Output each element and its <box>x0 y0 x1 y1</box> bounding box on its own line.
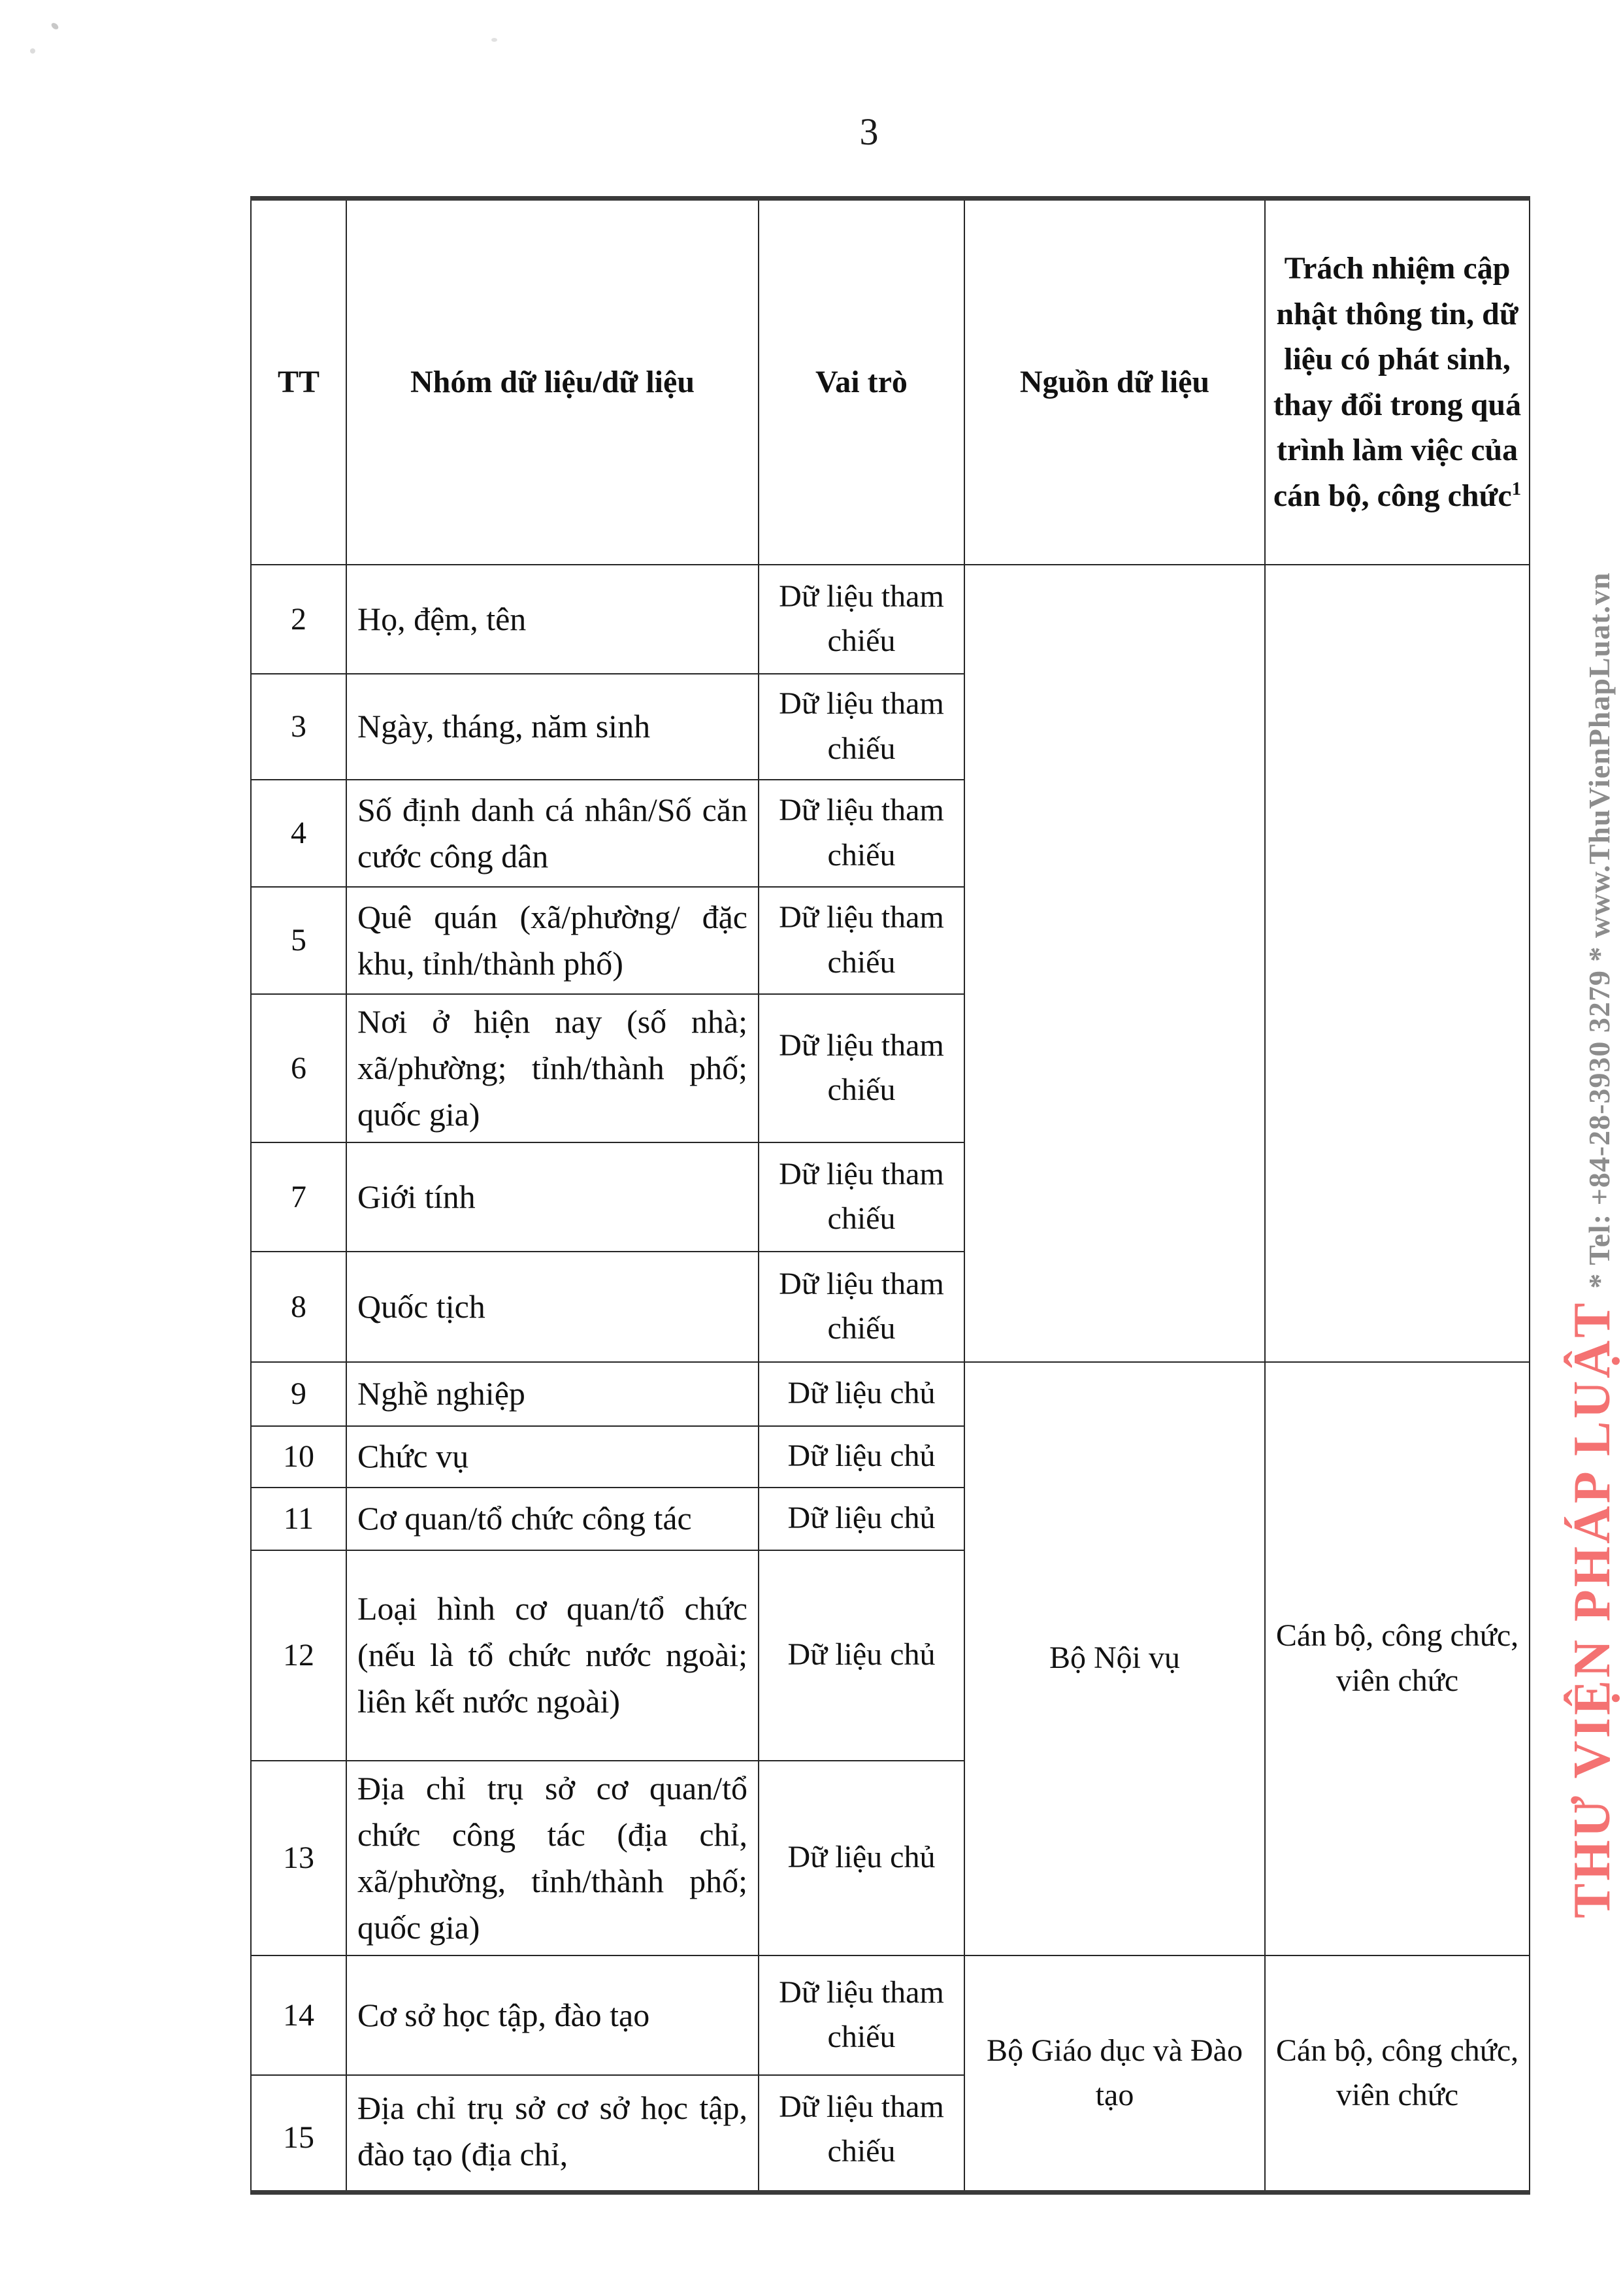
row-number: 7 <box>251 1142 346 1252</box>
table-row <box>251 1955 1530 2075</box>
table-row <box>251 565 1530 674</box>
responsible-cell-group3: Cán bộ, công chức, viên chức <box>1265 1955 1530 2193</box>
row-number: 2 <box>251 565 346 674</box>
row-number: 15 <box>251 2075 346 2193</box>
source-cell-group2: Bộ Nội vụ <box>964 1362 1265 1955</box>
role-cell: Dữ liệu chủ <box>759 1426 964 1488</box>
role-cell: Dữ liệu tham chiếu <box>759 1252 964 1362</box>
table-header-row <box>251 199 1530 565</box>
row-number: 14 <box>251 1955 346 2075</box>
data-group-cell: Quốc tịch <box>346 1252 759 1362</box>
data-group-cell: Cơ sở học tập, đào tạo <box>346 1955 759 2075</box>
role-cell: Dữ liệu tham chiếu <box>759 2075 964 2193</box>
row-number: 12 <box>251 1550 346 1761</box>
data-group-cell: Nơi ở hiện nay (số nhà; xã/phường; tỉnh/thành phố; quốc gia) <box>346 994 759 1142</box>
data-group-cell: Giới tính <box>346 1142 759 1252</box>
role-cell: Dữ liệu tham chiếu <box>759 780 964 887</box>
header-cell-tt: TT <box>251 199 346 565</box>
data-group-cell: Quê quán (xã/phường/ đặc khu, tỉnh/thành phố) <box>346 887 759 994</box>
data-group-cell: Họ, đệm, tên <box>346 565 759 674</box>
data-catalog-table <box>250 196 1530 2195</box>
row-number: 5 <box>251 887 346 994</box>
role-cell: Dữ liệu chủ <box>759 1761 964 1955</box>
role-cell: Dữ liệu tham chiếu <box>759 994 964 1142</box>
row-number: 6 <box>251 994 346 1142</box>
scan-speck <box>30 48 35 54</box>
responsible-cell-group2: Cán bộ, công chức, viên chức <box>1265 1362 1530 1955</box>
row-number: 13 <box>251 1761 346 1955</box>
row-number: 11 <box>251 1488 346 1550</box>
data-group-cell: Cơ quan/tổ chức công tác <box>346 1488 759 1550</box>
role-cell: Dữ liệu tham chiếu <box>759 565 964 674</box>
row-number: 3 <box>251 674 346 780</box>
source-cell-group3: Bộ Giáo dục và Đào tạo <box>964 1955 1265 2193</box>
row-number: 9 <box>251 1362 346 1426</box>
role-cell: Dữ liệu chủ <box>759 1550 964 1761</box>
data-group-cell: Loại hình cơ quan/tổ chức (nếu là tổ chức nước ngoài; liên kết nước ngoài) <box>346 1550 759 1761</box>
role-cell: Dữ liệu tham chiếu <box>759 1955 964 2075</box>
scan-speck <box>491 38 497 42</box>
role-cell: Dữ liệu tham chiếu <box>759 887 964 994</box>
role-cell: Dữ liệu tham chiếu <box>759 674 964 780</box>
role-cell: Dữ liệu chủ <box>759 1488 964 1550</box>
scan-speck <box>50 22 59 31</box>
row-number: 10 <box>251 1426 346 1488</box>
row-number: 4 <box>251 780 346 887</box>
role-cell: Dữ liệu chủ <box>759 1362 964 1426</box>
watermark <box>1563 572 1622 1918</box>
table-row <box>251 1362 1530 1426</box>
header-responsibility-text: Trách nhiệm cập nhật thông tin, dữ liệu có phát sinh, thay đổi trong quá trình làm việc của cán bộ, công chức <box>1273 250 1522 513</box>
watermark-title: THƯ VIỆN PHÁP LUẬT <box>1564 1300 1621 1918</box>
page-number: 3 <box>859 110 879 153</box>
header-cell-source: Nguồn dữ liệu <box>964 199 1265 565</box>
role-cell: Dữ liệu tham chiếu <box>759 1142 964 1252</box>
data-group-cell: Địa chỉ trụ sở cơ quan/tổ chức công tác (địa chỉ, xã/phường, tỉnh/thành phố; quốc gia) <box>346 1761 759 1955</box>
footnote-marker: 1 <box>1511 478 1522 499</box>
data-group-cell: Địa chỉ trụ sở cơ sở học tập, đào tạo (địa chỉ, <box>346 2075 759 2193</box>
data-group-cell: Nghề nghiệp <box>346 1362 759 1426</box>
data-group-cell: Ngày, tháng, năm sinh <box>346 674 759 780</box>
header-cell-role: Vai trò <box>759 199 964 565</box>
source-cell-group1 <box>964 565 1265 1362</box>
data-group-cell: Chức vụ <box>346 1426 759 1488</box>
responsible-cell-group1 <box>1265 565 1530 1362</box>
data-group-cell: Số định danh cá nhân/Số căn cước công dân <box>346 780 759 887</box>
row-number: 8 <box>251 1252 346 1362</box>
header-cell-group: Nhóm dữ liệu/dữ liệu <box>346 199 759 565</box>
watermark-contact: * Tel: +84-28-3930 3279 * www.ThuVienPhapLuat.vn <box>1582 572 1616 1289</box>
header-cell-responsibility <box>1265 199 1530 565</box>
